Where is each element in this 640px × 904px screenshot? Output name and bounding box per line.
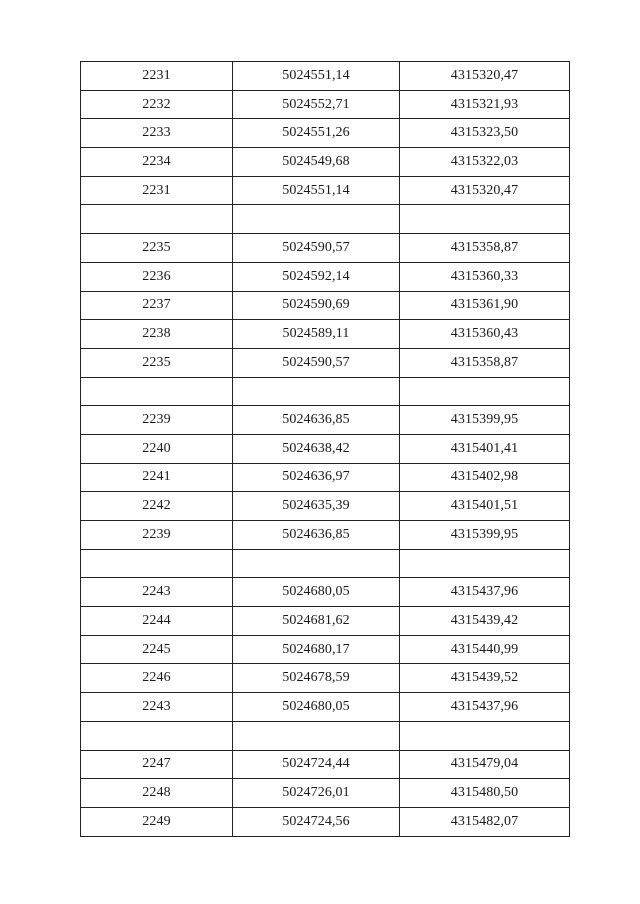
y-coordinate-cell: 4315482,07 <box>400 807 570 836</box>
x-coordinate-cell: 5024724,56 <box>233 807 400 836</box>
point-number-cell: 2234 <box>81 148 233 177</box>
table-row <box>81 721 570 750</box>
table-row <box>81 549 570 578</box>
coordinates-table <box>80 61 570 837</box>
y-coordinate-cell: 4315358,87 <box>400 348 570 377</box>
table-row <box>81 521 570 550</box>
y-coordinate-cell: 4315320,47 <box>400 176 570 205</box>
y-coordinate-cell: 4315440,99 <box>400 635 570 664</box>
y-coordinate-cell: 4315322,03 <box>400 148 570 177</box>
x-coordinate-cell: 5024590,57 <box>233 234 400 263</box>
table-row <box>81 348 570 377</box>
y-coordinate-cell: 4315401,41 <box>400 434 570 463</box>
x-coordinate-cell: 5024726,01 <box>233 779 400 808</box>
table-row <box>81 291 570 320</box>
table-row <box>81 205 570 234</box>
x-coordinate-cell: 5024680,17 <box>233 635 400 664</box>
point-number-cell <box>81 377 233 406</box>
y-coordinate-cell: 4315320,47 <box>400 62 570 91</box>
point-number-cell: 2240 <box>81 434 233 463</box>
x-coordinate-cell: 5024636,85 <box>233 521 400 550</box>
y-coordinate-cell: 4315360,33 <box>400 262 570 291</box>
y-coordinate-cell: 4315479,04 <box>400 750 570 779</box>
point-number-cell <box>81 721 233 750</box>
y-coordinate-cell: 4315399,95 <box>400 521 570 550</box>
x-coordinate-cell: 5024638,42 <box>233 434 400 463</box>
table-row <box>81 492 570 521</box>
y-coordinate-cell <box>400 549 570 578</box>
x-coordinate-cell: 5024590,69 <box>233 291 400 320</box>
y-coordinate-cell <box>400 377 570 406</box>
point-number-cell: 2233 <box>81 119 233 148</box>
point-number-cell: 2248 <box>81 779 233 808</box>
x-coordinate-cell <box>233 549 400 578</box>
table-row <box>81 62 570 91</box>
y-coordinate-cell: 4315437,96 <box>400 578 570 607</box>
x-coordinate-cell: 5024724,44 <box>233 750 400 779</box>
point-number-cell: 2239 <box>81 521 233 550</box>
table-row <box>81 176 570 205</box>
table-row <box>81 377 570 406</box>
table-row <box>81 779 570 808</box>
y-coordinate-cell: 4315480,50 <box>400 779 570 808</box>
point-number-cell <box>81 205 233 234</box>
table-row <box>81 119 570 148</box>
y-coordinate-cell: 4315437,96 <box>400 693 570 722</box>
x-coordinate-cell: 5024678,59 <box>233 664 400 693</box>
x-coordinate-cell: 5024552,71 <box>233 90 400 119</box>
x-coordinate-cell: 5024636,85 <box>233 406 400 435</box>
x-coordinate-cell: 5024680,05 <box>233 578 400 607</box>
point-number-cell: 2232 <box>81 90 233 119</box>
table-row <box>81 148 570 177</box>
x-coordinate-cell: 5024592,14 <box>233 262 400 291</box>
table-row <box>81 693 570 722</box>
y-coordinate-cell <box>400 721 570 750</box>
table-row <box>81 664 570 693</box>
y-coordinate-cell: 4315360,43 <box>400 320 570 349</box>
table-row <box>81 262 570 291</box>
y-coordinate-cell <box>400 205 570 234</box>
x-coordinate-cell: 5024681,62 <box>233 607 400 636</box>
x-coordinate-cell: 5024551,14 <box>233 62 400 91</box>
point-number-cell: 2245 <box>81 635 233 664</box>
table-row <box>81 807 570 836</box>
x-coordinate-cell: 5024680,05 <box>233 693 400 722</box>
y-coordinate-cell: 4315439,42 <box>400 607 570 636</box>
point-number-cell: 2238 <box>81 320 233 349</box>
table-row <box>81 635 570 664</box>
x-coordinate-cell: 5024635,39 <box>233 492 400 521</box>
x-coordinate-cell: 5024636,97 <box>233 463 400 492</box>
table-row <box>81 434 570 463</box>
point-number-cell: 2237 <box>81 291 233 320</box>
point-number-cell: 2239 <box>81 406 233 435</box>
point-number-cell: 2242 <box>81 492 233 521</box>
x-coordinate-cell: 5024590,57 <box>233 348 400 377</box>
table-row <box>81 320 570 349</box>
point-number-cell: 2244 <box>81 607 233 636</box>
y-coordinate-cell: 4315361,90 <box>400 291 570 320</box>
point-number-cell: 2243 <box>81 693 233 722</box>
y-coordinate-cell: 4315399,95 <box>400 406 570 435</box>
table-row <box>81 90 570 119</box>
y-coordinate-cell: 4315321,93 <box>400 90 570 119</box>
point-number-cell: 2249 <box>81 807 233 836</box>
y-coordinate-cell: 4315358,87 <box>400 234 570 263</box>
point-number-cell: 2235 <box>81 348 233 377</box>
y-coordinate-cell: 4315323,50 <box>400 119 570 148</box>
x-coordinate-cell <box>233 377 400 406</box>
point-number-cell: 2236 <box>81 262 233 291</box>
table-row <box>81 607 570 636</box>
point-number-cell <box>81 549 233 578</box>
x-coordinate-cell: 5024549,68 <box>233 148 400 177</box>
x-coordinate-cell: 5024551,26 <box>233 119 400 148</box>
coordinates-table-body <box>81 62 570 837</box>
y-coordinate-cell: 4315439,52 <box>400 664 570 693</box>
point-number-cell: 2235 <box>81 234 233 263</box>
point-number-cell: 2243 <box>81 578 233 607</box>
x-coordinate-cell <box>233 721 400 750</box>
point-number-cell: 2231 <box>81 62 233 91</box>
table-row <box>81 463 570 492</box>
x-coordinate-cell: 5024589,11 <box>233 320 400 349</box>
y-coordinate-cell: 4315402,98 <box>400 463 570 492</box>
x-coordinate-cell: 5024551,14 <box>233 176 400 205</box>
point-number-cell: 2246 <box>81 664 233 693</box>
table-row <box>81 234 570 263</box>
y-coordinate-cell: 4315401,51 <box>400 492 570 521</box>
point-number-cell: 2231 <box>81 176 233 205</box>
point-number-cell: 2241 <box>81 463 233 492</box>
point-number-cell: 2247 <box>81 750 233 779</box>
table-row <box>81 750 570 779</box>
x-coordinate-cell <box>233 205 400 234</box>
table-row <box>81 406 570 435</box>
table-row <box>81 578 570 607</box>
